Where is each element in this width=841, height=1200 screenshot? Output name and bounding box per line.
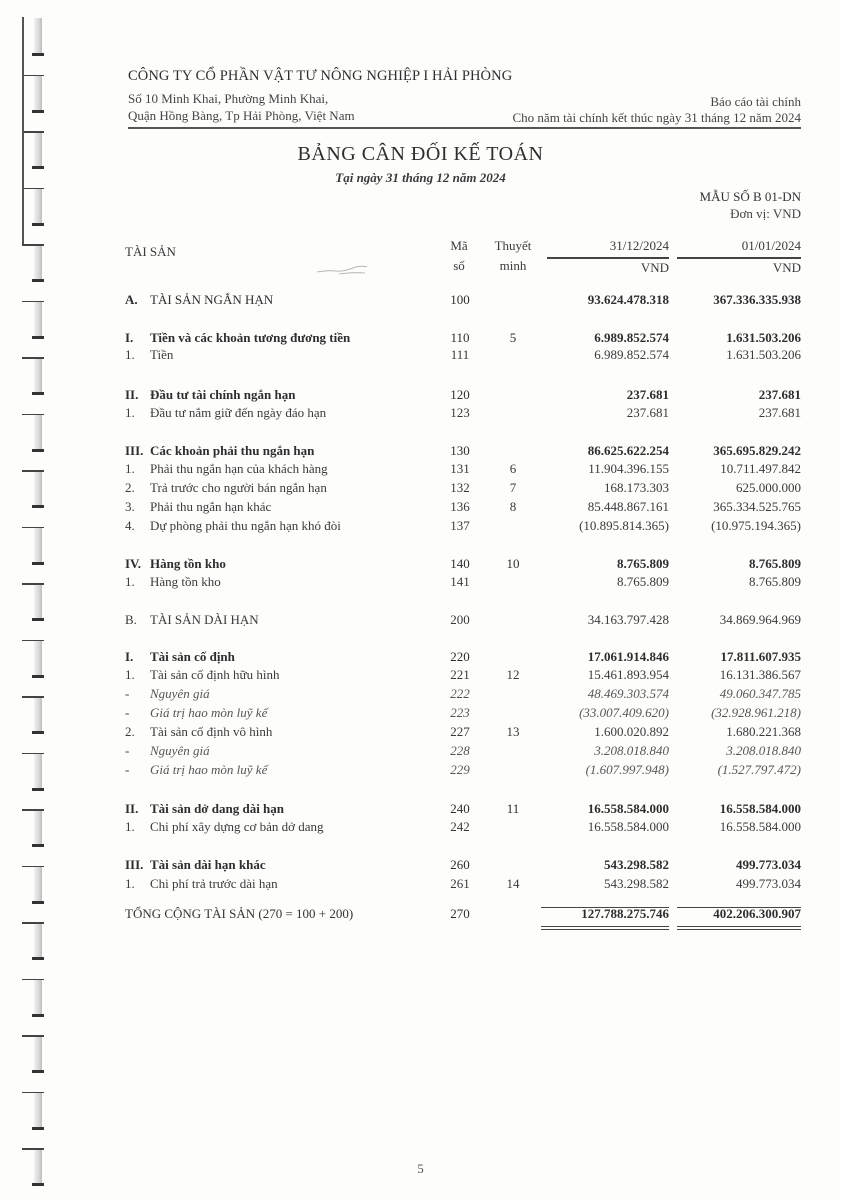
report-period: Cho năm tài chính kết thúc ngày 31 tháng 12 năm 2024 bbox=[512, 110, 801, 125]
row-index: 2. bbox=[125, 724, 135, 739]
currency-unit: Đơn vị: VND bbox=[730, 206, 801, 221]
row-code: 240 bbox=[450, 801, 470, 816]
row-index: 1. bbox=[125, 405, 135, 420]
binding-ring bbox=[22, 1092, 56, 1132]
row-index: - bbox=[125, 686, 130, 701]
row-code: 131 bbox=[450, 461, 470, 476]
row-value-2024-01-01: 3.208.018.840 bbox=[726, 743, 801, 758]
row-value-2024-01-01: 1.631.503.206 bbox=[726, 347, 801, 362]
row-label: Chi phí trả trước dài hạn bbox=[150, 876, 278, 891]
row-value-2024-01-01: 1.631.503.206 bbox=[726, 330, 801, 345]
row-index: 1. bbox=[125, 819, 135, 834]
row-label: Tiền bbox=[150, 347, 174, 362]
row-value-2024-01-01: 17.811.607.935 bbox=[720, 649, 801, 664]
row-code: 132 bbox=[450, 480, 470, 495]
row-label: Trả trước cho người bán ngắn hạn bbox=[150, 480, 327, 495]
row-value-2024-12-31: (1.607.997.948) bbox=[585, 762, 669, 777]
table-row bbox=[0, 556, 841, 574]
row-label: Giá trị hao mòn luỹ kế bbox=[150, 705, 268, 720]
row-value-2024-01-01: 16.558.584.000 bbox=[719, 819, 801, 834]
row-code: 111 bbox=[450, 347, 470, 362]
row-code: 261 bbox=[450, 876, 470, 891]
table-row bbox=[0, 686, 841, 704]
row-code: 260 bbox=[450, 857, 470, 872]
row-index: III. bbox=[125, 857, 144, 872]
total-formula: (270 = 100 + 200) bbox=[258, 906, 354, 921]
column-header-code-line2: số bbox=[453, 258, 465, 273]
row-value-2024-12-31: 34.163.797.428 bbox=[587, 612, 669, 627]
row-value-2024-01-01: 8.765.809 bbox=[749, 556, 801, 571]
row-label: Tài sản cố định bbox=[150, 649, 235, 664]
table-row bbox=[0, 724, 841, 742]
table-row bbox=[0, 347, 841, 365]
table-row bbox=[0, 292, 841, 310]
row-value-2024-01-01: 1.680.221.368 bbox=[726, 724, 801, 739]
row-value-2024-12-31: 237.681 bbox=[626, 405, 669, 420]
row-note: 11 bbox=[506, 801, 520, 816]
row-label: Tài sản dài hạn khác bbox=[150, 857, 266, 872]
column-header-assets: TÀI SẢN bbox=[125, 244, 176, 259]
row-code: 130 bbox=[450, 443, 470, 458]
row-label: Hàng tồn kho bbox=[150, 556, 226, 571]
row-note: 14 bbox=[506, 876, 520, 891]
row-label: Phải thu ngắn hạn khác bbox=[150, 499, 272, 514]
handwritten-mark bbox=[315, 262, 385, 276]
table-row bbox=[0, 405, 841, 423]
total-value-2024-12-31: 127.788.275.746 bbox=[581, 906, 669, 921]
table-row bbox=[0, 574, 841, 592]
row-value-2024-12-31: 16.558.584.000 bbox=[587, 819, 669, 834]
row-label: Tiền và các khoản tương đương tiền bbox=[150, 330, 351, 345]
row-value-2024-12-31: 8.765.809 bbox=[617, 574, 669, 589]
company-name: CÔNG TY CỔ PHẦN VẬT TƯ NÔNG NGHIỆP I HẢI PHÒNG bbox=[128, 68, 513, 84]
table-row bbox=[0, 801, 841, 819]
row-value-2024-12-31: 1.600.020.892 bbox=[594, 724, 669, 739]
page-number: 5 bbox=[417, 1161, 424, 1176]
row-index: 1. bbox=[125, 347, 135, 362]
table-row bbox=[0, 819, 841, 837]
table-row bbox=[0, 762, 841, 780]
row-value-2024-12-31: 6.989.852.574 bbox=[594, 347, 669, 362]
row-label: Tài sản cố định hữu hình bbox=[150, 667, 280, 682]
row-code: 120 bbox=[450, 387, 470, 402]
row-index: - bbox=[125, 762, 130, 777]
row-code: 242 bbox=[450, 819, 470, 834]
binding-ring bbox=[22, 188, 56, 228]
row-note: 12 bbox=[506, 667, 520, 682]
column-header-currency2: VND bbox=[772, 260, 801, 275]
row-label: Tài sản cố định vô hình bbox=[150, 724, 273, 739]
row-label: Hàng tồn kho bbox=[150, 574, 221, 589]
table-row bbox=[0, 461, 841, 479]
table-row bbox=[0, 667, 841, 685]
row-index: 1. bbox=[125, 876, 135, 891]
row-label: Đầu tư tài chính ngắn hạn bbox=[150, 387, 296, 402]
row-code: 221 bbox=[450, 667, 470, 682]
row-value-2024-12-31: 86.625.622.254 bbox=[587, 443, 669, 458]
binding-ring bbox=[22, 922, 56, 962]
row-value-2024-12-31: 85.448.867.161 bbox=[587, 499, 669, 514]
row-value-2024-12-31: (33.007.409.620) bbox=[579, 705, 669, 720]
header-divider bbox=[128, 127, 801, 129]
row-index: - bbox=[125, 705, 130, 720]
row-label: Nguyên giá bbox=[150, 743, 210, 758]
row-note: 7 bbox=[509, 480, 517, 495]
row-code: 141 bbox=[450, 574, 470, 589]
row-index: II. bbox=[125, 801, 139, 816]
row-index: 1. bbox=[125, 667, 135, 682]
row-code: 123 bbox=[450, 405, 470, 420]
binding-ring bbox=[22, 1035, 56, 1075]
row-code: 136 bbox=[450, 499, 470, 514]
row-index: 1. bbox=[125, 461, 135, 476]
row-code: 100 bbox=[450, 292, 470, 307]
table-row bbox=[0, 612, 841, 630]
row-value-2024-12-31: 93.624.478.318 bbox=[587, 292, 669, 307]
row-value-2024-01-01: 625.000.000 bbox=[736, 480, 801, 495]
binding-ring bbox=[22, 18, 56, 58]
row-value-2024-12-31: 543.298.582 bbox=[604, 857, 669, 872]
row-index: - bbox=[125, 743, 130, 758]
row-value-2024-01-01: 499.773.034 bbox=[736, 857, 801, 872]
row-value-2024-01-01: 34.869.964.969 bbox=[719, 612, 801, 627]
row-code: 222 bbox=[450, 686, 470, 701]
table-row bbox=[0, 480, 841, 498]
row-label: Nguyên giá bbox=[150, 686, 210, 701]
table-row bbox=[0, 330, 841, 348]
form-number: MẪU SỐ B 01-DN bbox=[699, 189, 801, 204]
table-row bbox=[0, 387, 841, 405]
table-row bbox=[0, 499, 841, 517]
row-value-2024-12-31: 237.681 bbox=[626, 387, 669, 402]
row-value-2024-01-01: 237.681 bbox=[758, 387, 801, 402]
row-index: 4. bbox=[125, 518, 135, 533]
column-header-date2: 01/01/2024 bbox=[741, 238, 801, 253]
row-value-2024-12-31: 15.461.893.954 bbox=[587, 667, 669, 682]
row-code: 227 bbox=[450, 724, 470, 739]
row-index: 2. bbox=[125, 480, 135, 495]
row-index: A. bbox=[125, 292, 138, 307]
row-note: 13 bbox=[506, 724, 520, 739]
row-value-2024-12-31: 543.298.582 bbox=[604, 876, 669, 891]
row-value-2024-01-01: (10.975.194.365) bbox=[711, 518, 801, 533]
row-value-2024-01-01: 16.131.386.567 bbox=[719, 667, 801, 682]
row-note: 8 bbox=[509, 499, 517, 514]
row-note: 6 bbox=[509, 461, 517, 476]
row-value-2024-01-01: (1.527.797.472) bbox=[717, 762, 801, 777]
row-index: IV. bbox=[125, 556, 142, 571]
row-value-2024-12-31: 48.469.303.574 bbox=[587, 686, 669, 701]
row-label: Phải thu ngắn hạn của khách hàng bbox=[150, 461, 328, 476]
row-value-2024-12-31: 17.061.914.846 bbox=[587, 649, 669, 664]
total-rule-bottom-1b bbox=[541, 929, 669, 930]
total-label: TỔNG CỘNG TÀI SẢN bbox=[125, 906, 256, 921]
table-row bbox=[0, 443, 841, 461]
table-row bbox=[0, 649, 841, 667]
row-index: 3. bbox=[125, 499, 135, 514]
table-row bbox=[0, 705, 841, 723]
row-note: 5 bbox=[509, 330, 517, 345]
row-label: Các khoản phải thu ngắn hạn bbox=[150, 443, 315, 458]
row-label: TÀI SẢN DÀI HẠN bbox=[150, 612, 259, 627]
row-label: Tài sản dở dang dài hạn bbox=[150, 801, 285, 816]
row-code: 137 bbox=[450, 518, 470, 533]
row-code: 228 bbox=[450, 743, 470, 758]
row-code: 140 bbox=[450, 556, 470, 571]
column-header-note-line2: minh bbox=[499, 258, 527, 273]
row-value-2024-12-31: 11.904.396.155 bbox=[588, 461, 669, 476]
total-code: 270 bbox=[450, 906, 470, 921]
table-row bbox=[0, 743, 841, 761]
row-value-2024-01-01: 237.681 bbox=[758, 405, 801, 420]
table-row bbox=[0, 876, 841, 894]
row-value-2024-01-01: 8.765.809 bbox=[749, 574, 801, 589]
row-index: III. bbox=[125, 443, 144, 458]
row-index: 1. bbox=[125, 574, 135, 589]
total-rule-bottom-2a bbox=[677, 926, 801, 927]
row-value-2024-01-01: 365.334.525.765 bbox=[713, 499, 801, 514]
row-value-2024-01-01: 10.711.497.842 bbox=[720, 461, 801, 476]
table-row bbox=[0, 857, 841, 875]
total-row-content bbox=[0, 906, 841, 924]
row-value-2024-01-01: 499.773.034 bbox=[736, 876, 801, 891]
binding-ring bbox=[22, 244, 56, 284]
row-value-2024-12-31: 16.558.584.000 bbox=[587, 801, 669, 816]
column-header-note-line1: Thuyết bbox=[494, 238, 532, 253]
report-type: Báo cáo tài chính bbox=[710, 94, 801, 109]
row-index: I. bbox=[125, 649, 134, 664]
row-value-2024-12-31: 6.989.852.574 bbox=[594, 330, 669, 345]
row-label: Dự phòng phải thu ngắn hạn khó đòi bbox=[150, 518, 341, 533]
row-value-2024-12-31: 8.765.809 bbox=[617, 556, 669, 571]
document-title: BẢNG CÂN ĐỐI KẾ TOÁN bbox=[297, 143, 544, 165]
total-rule-bottom-2b bbox=[677, 929, 801, 930]
row-note: 10 bbox=[506, 556, 520, 571]
row-code: 223 bbox=[450, 705, 470, 720]
column-header-date1: 31/12/2024 bbox=[609, 238, 669, 253]
row-value-2024-01-01: 49.060.347.785 bbox=[719, 686, 801, 701]
document-subtitle: Tại ngày 31 tháng 12 năm 2024 bbox=[335, 170, 506, 185]
row-value-2024-01-01: (32.928.961.218) bbox=[711, 705, 801, 720]
row-index: I. bbox=[125, 330, 134, 345]
row-label: Chi phí xây dựng cơ bản dở dang bbox=[150, 819, 324, 834]
row-value-2024-01-01: 16.558.584.000 bbox=[719, 801, 801, 816]
row-code: 110 bbox=[450, 330, 470, 345]
column-header-currency1: VND bbox=[640, 260, 669, 275]
company-address-line2: Quận Hồng Bàng, Tp Hải Phòng, Việt Nam bbox=[128, 108, 355, 123]
total-rule-bottom-1a bbox=[541, 926, 669, 927]
binding-ring bbox=[22, 979, 56, 1019]
row-value-2024-01-01: 367.336.335.938 bbox=[713, 292, 801, 307]
row-value-2024-12-31: (10.895.814.365) bbox=[579, 518, 669, 533]
column-rule-1 bbox=[547, 257, 669, 259]
table-row bbox=[0, 518, 841, 536]
column-rule-2 bbox=[677, 257, 801, 259]
row-label: Đầu tư nắm giữ đến ngày đáo hạn bbox=[150, 405, 327, 420]
row-code: 200 bbox=[450, 612, 470, 627]
row-value-2024-12-31: 3.208.018.840 bbox=[594, 743, 669, 758]
column-header-code-line1: Mã bbox=[450, 238, 468, 253]
total-value-2024-01-01: 402.206.300.907 bbox=[713, 906, 801, 921]
binding-ring bbox=[22, 75, 56, 115]
row-code: 220 bbox=[450, 649, 470, 664]
row-code: 229 bbox=[450, 762, 470, 777]
company-address-line1: Số 10 Minh Khai, Phường Minh Khai, bbox=[128, 91, 329, 106]
row-value-2024-01-01: 365.695.829.242 bbox=[713, 443, 801, 458]
row-index: B. bbox=[125, 612, 137, 627]
row-label: TÀI SẢN NGẮN HẠN bbox=[150, 292, 274, 307]
row-index: II. bbox=[125, 387, 139, 402]
row-value-2024-12-31: 168.173.303 bbox=[604, 480, 669, 495]
row-label: Giá trị hao mòn luỹ kế bbox=[150, 762, 268, 777]
